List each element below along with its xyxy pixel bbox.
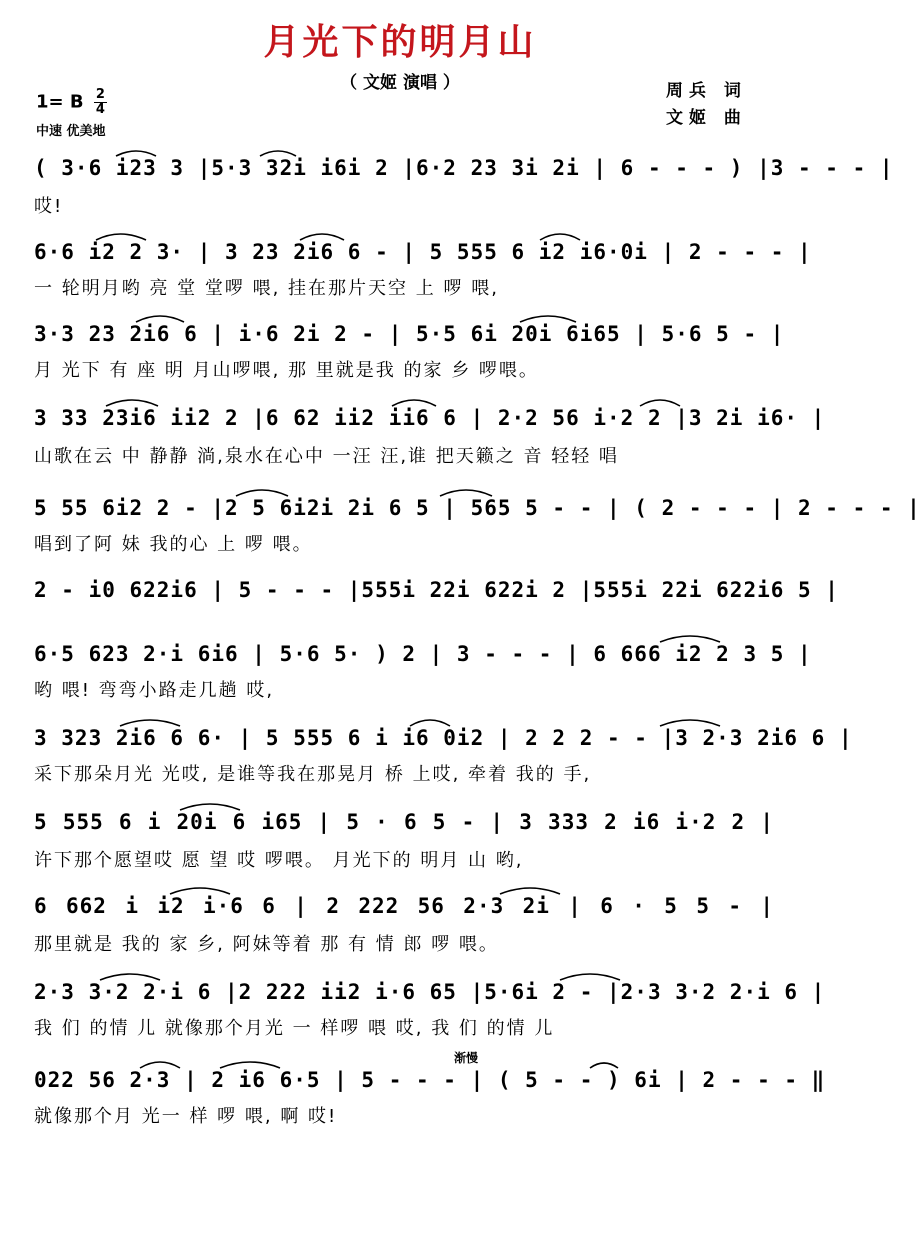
lyrics-line-8: 采下那朵月光 光哎, 是谁等我在那晃月 桥 上哎, 牵着 我的 手, <box>34 764 592 785</box>
composer-credit: 文姬 曲 <box>666 108 747 128</box>
tempo-marking: 中速 优美地 <box>36 124 106 139</box>
notes-line-9: 5 555 6 i 20i 6 i65 | 5 · 6 5 - | 3 333 2 i6 i·2 2 | <box>34 810 774 834</box>
time-denominator: 4 <box>95 102 105 117</box>
lyrics-line-2: 一 轮明月哟 亮 堂 堂啰 喂, 挂在那片天空 上 啰 喂, <box>34 278 499 299</box>
notes-line-12: 022 56 2·3 | 2 i6 6·5 | 5 - - - | ( 5 - - ) 6i | 2 - - - ‖ <box>34 1068 826 1092</box>
lyrics-line-5: 唱到了阿 妹 我的心 上 啰 喂。 <box>34 534 313 555</box>
notes-line-5: 5 55 6i2 2 - |2 5 6i2i 2i 6 5 | 565 5 - - | ( 2 - - - | 2 - - - | <box>34 496 921 520</box>
notes-line-7: 6·5 623 2·i 6i6 | 5·6 5· ) 2 | 3 - - - | 6 666 i2 2 3 5 | <box>34 642 812 666</box>
tempo-change-label: 渐慢 <box>454 1051 479 1065</box>
key-signature <box>36 88 107 117</box>
author-credits <box>666 78 747 132</box>
notes-line-3: 3·3 23 2i6 6 | i·6 2i 2 - | 5·5 6i 20i 6i65 | 5·6 5 - | <box>34 322 785 346</box>
lyrics-line-6 <box>34 612 774 640</box>
notes-line-8: 3 323 2i6 6 6· | 5 555 6 i i6 0i2 | 2 2 2 - - |3 2·3 2i6 6 | <box>34 726 853 750</box>
lyrics-line-1: 哎! <box>34 196 64 217</box>
notes-line-6: 2 - i0 622i6 | 5 - - - |555i 22i 622i 2 |555i 22i 622i6 5 | <box>34 578 839 602</box>
key-label: 1= B <box>36 91 84 113</box>
lyricist-credit: 周兵 词 <box>666 81 747 101</box>
time-signature <box>94 88 107 117</box>
lyrics-line-12: 就像那个月 光一 样 啰 喂, 啊 哎! <box>34 1106 338 1127</box>
singer-credit: （ 文姬 演唱 ） <box>340 73 460 93</box>
lyrics-line-9: 许下那个愿望哎 愿 望 哎 啰喂。 月光下的 明月 山 哟, <box>34 850 524 871</box>
song-title: 月光下的明月山 <box>263 22 537 63</box>
notes-line-10: 6 662 i i2 i·6 6 | 2 222 56 2·3 2i | 6 · 5 5 - | <box>34 894 774 918</box>
lyrics-line-10: 那里就是 我的 家 乡, 阿妹等着 那 有 情 郎 啰 喂。 <box>34 934 499 955</box>
notes-line-11: 2·3 3·2 2·i 6 |2 222 ii2 i·6 65 |5·6i 2 - |2·3 3·2 2·i 6 | <box>34 980 826 1004</box>
lyrics-line-11: 我 们 的情 儿 就像那个月光 一 样啰 喂 哎, 我 们 的情 儿 <box>34 1018 555 1039</box>
notes-line-2: 6·6 i2 2 3· | 3 23 2i6 6 - | 5 555 6 i2 i6·0i | 2 - - - | <box>34 240 812 264</box>
lyrics-line-7: 哟 喂! 弯弯小路走几趟 哎, <box>34 680 275 701</box>
lyrics-line-3: 月 光下 有 座 明 月山啰喂, 那 里就是我 的家 乡 啰喂。 <box>34 360 539 381</box>
notes-line-1: ( 3·6 i23 3 |5·3 32i i6i 2 |6·2 23 3i 2i | 6 - - - ) |3 - - - | <box>34 156 894 180</box>
lyrics-line-4: 山歌在云 中 静静 淌,泉水在心中 一汪 汪,谁 把天籁之 音 轻轻 唱 <box>34 446 619 467</box>
time-numerator: 2 <box>95 87 105 102</box>
notes-line-4: 3 33 23i6 ii2 2 |6 62 ii2 ii6 6 | 2·2 56 i·2 2 |3 2i i6· | <box>34 406 826 430</box>
